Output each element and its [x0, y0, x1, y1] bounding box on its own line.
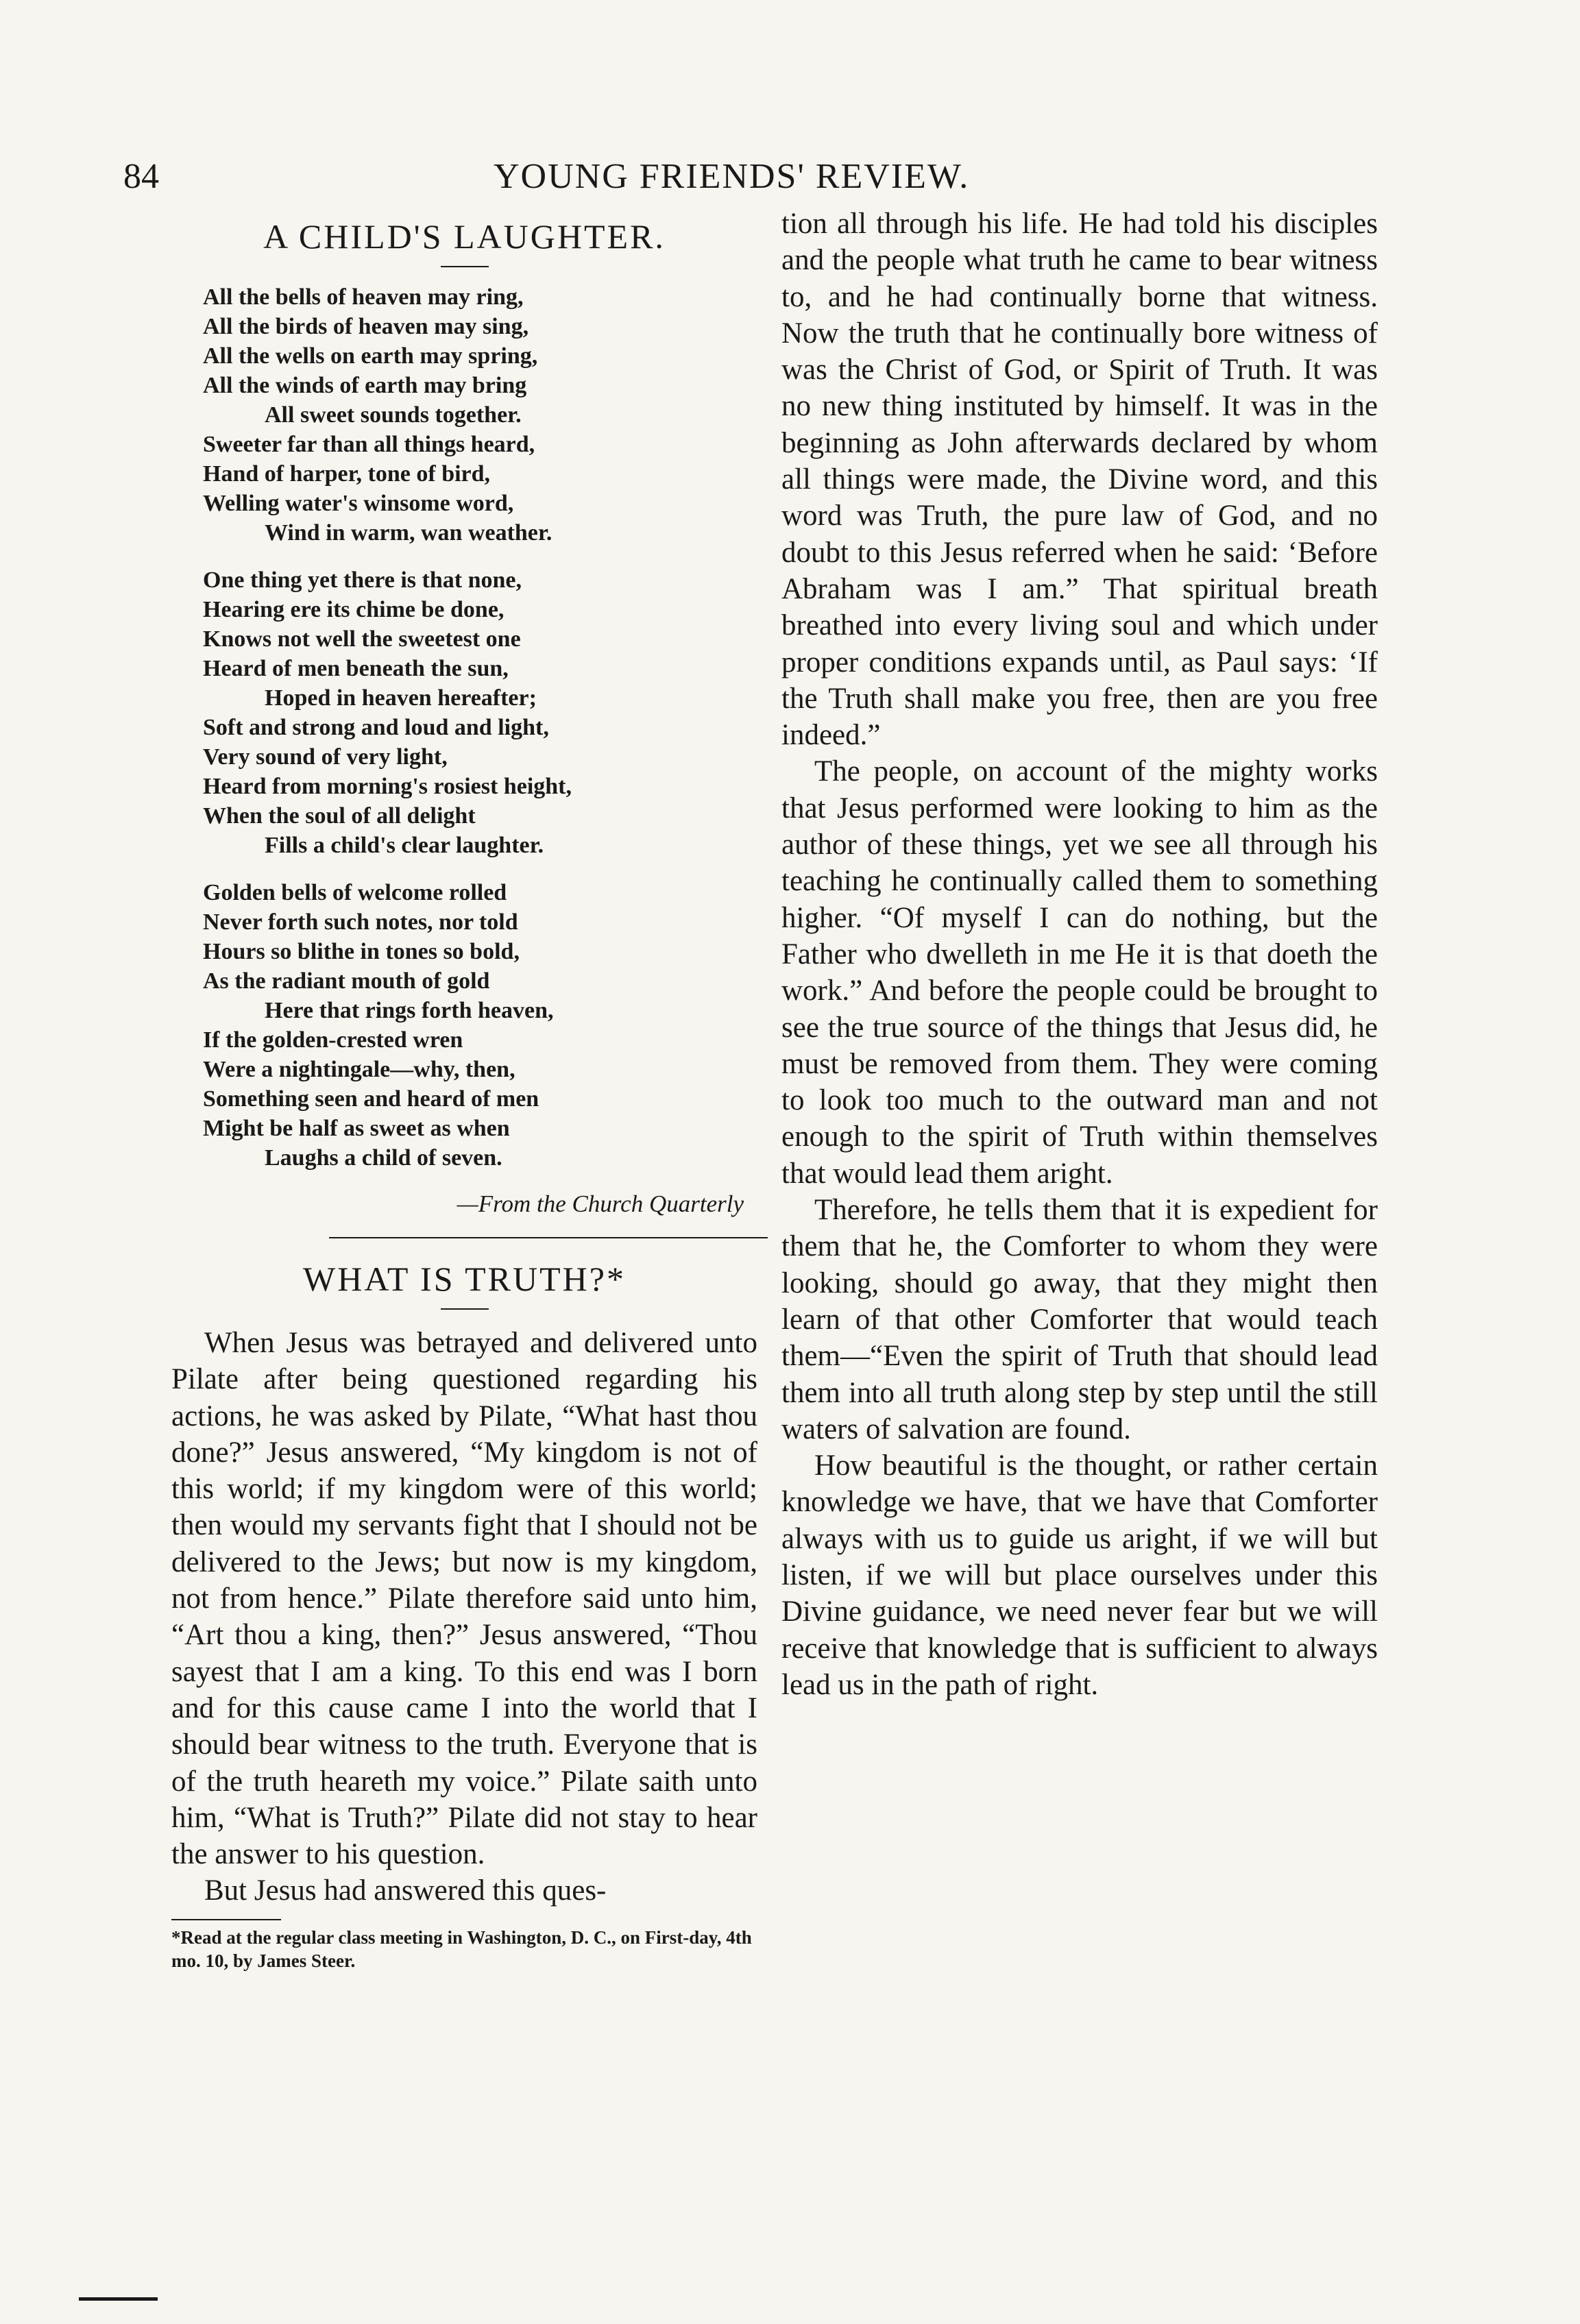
poem-line: Might be half as sweet as when: [203, 1116, 510, 1141]
poem-line: Hand of harper, tone of bird,: [203, 461, 491, 487]
poem-line: Wind in warm, wan weather.: [265, 520, 552, 546]
poem-line: All sweet sounds together.: [265, 402, 522, 428]
page-number: 84: [123, 157, 159, 196]
poem-line: Very sound of very light,: [203, 744, 448, 770]
title-rule: [441, 266, 489, 267]
section-divider: [329, 1237, 768, 1238]
poem-line: Never forth such notes, nor told: [203, 909, 518, 935]
poem-line: Something seen and heard of men: [203, 1086, 539, 1112]
poem-line: Were a nightingale—why, then,: [203, 1057, 515, 1082]
article-paragraph: When Jesus was betrayed and delivered unto Pilate after being questioned regarding his actions, he was asked by Pilate, “What hast thou done?” Jesus answered, “My kingdom is not of this world; if my kingdom were of this world; then would my servants fight that I should not be delivered to the Jews; but now is my kingdom, not from hence.” Pilate therefore said unto him, “Art thou a king, then?” Jesus answered, “Thou sayest that I am a king. To this end was I born and for this cause came I into the world that I should bear witness to the truth. Everyone that is of the truth heareth my voice.” Pilate saith unto him, “What is Truth?” Pilate did not stay to hear the answer to his question.: [171, 1327, 757, 1871]
poem-line: Laughs a child of seven.: [265, 1145, 502, 1171]
poem-line: Hoped in heaven hereafter;: [265, 685, 537, 711]
poem-line: Golden bells of welcome rolled: [203, 880, 507, 905]
poem-line: Hearing ere its chime be done,: [203, 597, 505, 622]
poem-line: Knows not well the sweetest one: [203, 626, 521, 652]
running-head: YOUNG FRIENDS' REVIEW.: [494, 157, 970, 196]
footnote-rule: [171, 1919, 281, 1920]
poem-line: If the golden-crested wren: [203, 1027, 463, 1053]
poem-stanza: [203, 878, 757, 1173]
poem-line: All the winds of earth may bring: [203, 373, 527, 398]
article-paragraph: Therefore, he tells them that it is expedient for them that he, the Comforter to whom they were looking, should go away, that they might then learn of that other Comforter that would teach them—“Even the spirit of Truth that should lead them into all truth along step by step until the still waters of salvation are found.: [781, 1194, 1378, 1445]
article-paragraph: How beautiful is the thought, or rather certain knowledge we have, that we have that Comforter always with us to guide us aright, if we will but listen, if we will but place ourselves under this Divine guidance, we need never fear but we will receive that knowledge that is sufficient to always lead us in the path of right.: [781, 1450, 1378, 1701]
article-title: WHAT IS TRUTH?*: [303, 1260, 626, 1298]
poem-line: Fills a child's clear laughter.: [265, 833, 544, 858]
poem-line: Heard from morning's rosiest height,: [203, 774, 572, 799]
poem-line: Welling water's winsome word,: [203, 491, 514, 516]
poem-line: All the wells on earth may spring,: [203, 343, 538, 369]
poem-line: All the bells of heaven may ring,: [203, 284, 524, 310]
right-column: [781, 206, 1378, 1703]
article-title-rule: [441, 1308, 489, 1310]
poem-line: When the soul of all delight: [203, 803, 476, 829]
footnote: *Read at the regular class meeting in Washington, D. C., on First-day, 4th mo. 10, by James Steer.: [171, 1927, 752, 1971]
poem-line: Heard of men beneath the sun,: [203, 656, 509, 681]
poem-attribution: —From the Church Quarterly: [457, 1190, 744, 1217]
left-column: [171, 211, 757, 1972]
poem-stanza: [203, 282, 757, 548]
poem-line: Soft and strong and loud and light,: [203, 715, 549, 740]
article-paragraph: tion all through his life. He had told his disciples and the people what truth he came to bear witness to, and he had continually borne that witness. Now the truth that he continually bore witness of was the Christ of God, or Spirit of Truth. It was no new thing instituted by himself. It was in the beginning as John afterwards declared by whom all things were made, the Divine word, and this word was Truth, the pure law of God, and no doubt to this Jesus referred when he said: ‘Before Abraham was I am.” That spiritual breath breathed into every living soul and which under proper conditions expands until, as Paul says: ‘If the Truth shall make you free, then are you free indeed.”: [781, 208, 1378, 752]
poem-body: [171, 282, 757, 1173]
poem-title: A CHILD'S LAUGHTER.: [263, 217, 666, 256]
poem-line: Here that rings forth heaven,: [265, 998, 554, 1023]
page-bottom-rule: [79, 2297, 158, 2301]
poem-stanza: [203, 565, 757, 860]
poem-line: All the birds of heaven may sing,: [203, 314, 529, 339]
poem-line: One thing yet there is that none,: [203, 567, 522, 593]
article-paragraph: The people, on account of the mighty works that Jesus performed were looking to him as the author of these things, yet we see all through his teaching he continually called them to something higher. “Of myself I can do nothing, but the Father who dwelleth in me He it is that doeth the work.” And before the people could be brought to see the true source of the things that Jesus did, he must be removed from them. They were coming to look too much to the outward man and not enough to the spirit of Truth within themselves that would lead them aright.: [781, 755, 1378, 1190]
article-paragraph: But Jesus had answered this ques-: [204, 1874, 607, 1907]
poem-line: Hours so blithe in tones so bold,: [203, 939, 520, 964]
poem-line: As the radiant mouth of gold: [203, 968, 490, 994]
poem-line: Sweeter far than all things heard,: [203, 432, 535, 457]
